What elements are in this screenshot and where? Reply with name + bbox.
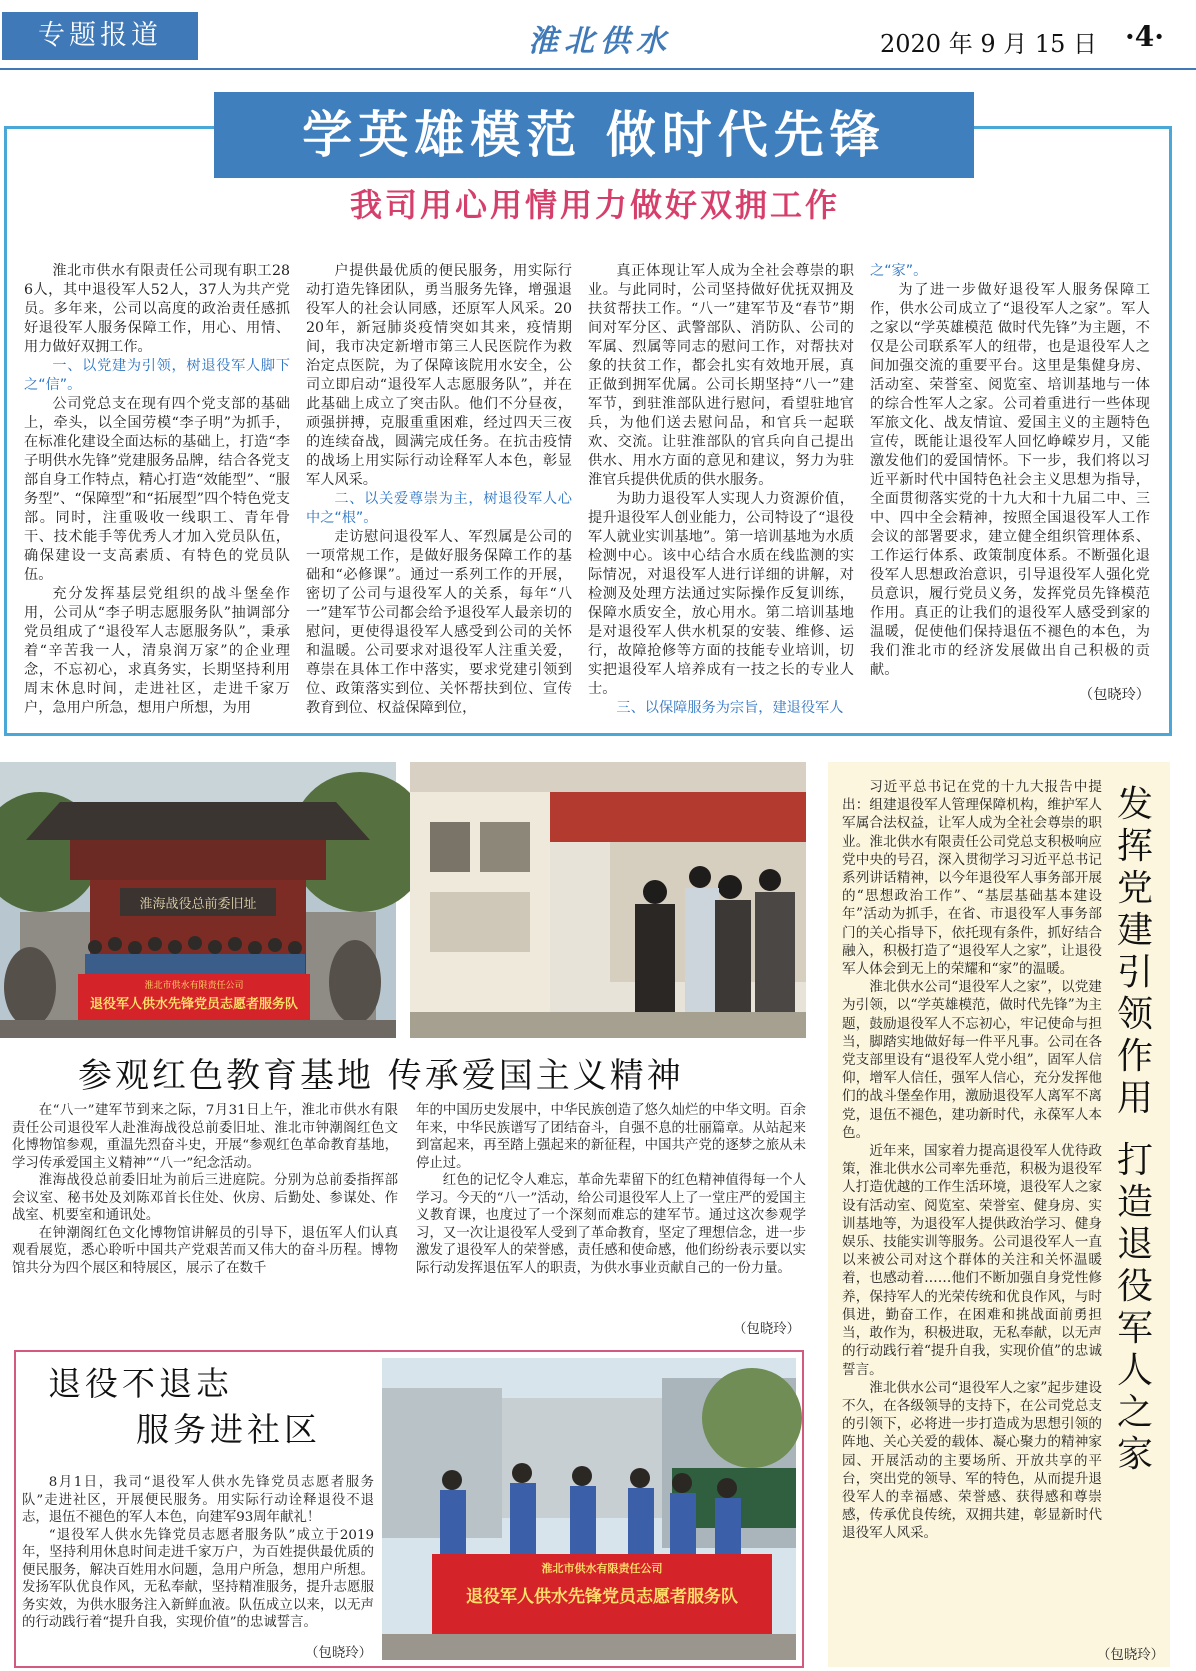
story-red-title: 参观红色教育基地 传承爱国主义精神 xyxy=(78,1056,684,1096)
paragraph: 淮北市供水有限责任公司现有职工286人，其中退役军人52人，37人为共产党员。多年来，公司以高度的政治责任感抓好退役军人服务保障工作，用心、用情、用力做好双拥工作。 xyxy=(24,263,290,355)
paragraph: 淮海战役总前委旧址为前后三进庭院。分别为总前委指挥部会议室、秘书处及刘陈邓首长住处、伙房、后勤处、参谋处、作战室、机要室和通讯处。 xyxy=(12,1173,398,1223)
title-char: 党 xyxy=(1116,868,1153,909)
banner-company: 淮北市供水有限责任公司 xyxy=(144,981,244,991)
title-char: 建 xyxy=(1116,910,1153,951)
section-heading: 之“家”。 xyxy=(870,263,928,279)
story-box-title-line1: 退役不退志 xyxy=(48,1364,233,1403)
story-red-byline: （包晓玲） xyxy=(733,1322,800,1337)
feature-column-2 xyxy=(306,262,572,716)
title-char: 造 xyxy=(1116,1182,1153,1223)
title-char: 引 xyxy=(1116,952,1153,993)
side-story-title xyxy=(1110,784,1160,1476)
paragraph: 8月1日，我司“退役军人供水先锋党员志愿者服务队”走进社区，开展便民服务。用实际行动诠释退役不退志，退伍不褪色的军人本色，向建军93周年献礼！ xyxy=(22,1475,374,1525)
story-red-right xyxy=(416,1102,806,1334)
masthead: 淮北供水 xyxy=(528,24,672,59)
paragraph: 淮北供水公司“退役军人之家”起步建设不久，在各级领导的支持下，在公司党总支的引领下，必将进一步打造成为思想引领的阵地、关心关爱的载体、凝心聚力的精神家园、开展活动的主要场所、开放共享的平台，突出党的领导、军的特色，从而提升退役军人的幸福感、荣誉感、获得感和尊崇感，传承优良传统，双拥共建，彰显新时代退役军人风采。 xyxy=(842,1379,1102,1542)
paragraph: 近年来，国家着力提高退役军人优待政策，淮北供水公司率先垂范，积极为退役军人打造优越的工作生活环境，退役军人之家设有活动室、阅览室、荣誉室、健身房、实训基地等，为退役军人提供政治学习、健身娱乐、技能实训等服务。公司退役军人一直以来被公司对这个群体的关注和关怀温暖着，也感动着……他们不断加强自身党性修养，保持军人的光荣传统和优良作风，与时俱进，勤奋工作，在困难和挑战面前勇担当，敢作为，积极进取，无私奉献，以无声的行动践行着“提升自我，实现价值”的忠诚誓言。 xyxy=(842,1143,1102,1378)
banner-main: 退役军人供水先锋党员志愿者服务队 xyxy=(89,997,299,1012)
title-char: 退 xyxy=(1116,1224,1153,1265)
feature-column-1 xyxy=(24,262,290,716)
title-char: 挥 xyxy=(1116,826,1153,867)
title-char: 之 xyxy=(1116,1392,1153,1433)
feature-column-4 xyxy=(870,262,1150,702)
section-heading: 二、以关爱尊崇为主，树退役军人心中之“根”。 xyxy=(306,491,572,526)
title-char: 军 xyxy=(1116,1308,1153,1349)
gate-plaque: 淮海战役总前委旧址 xyxy=(139,897,257,912)
title-char: 役 xyxy=(1116,1266,1153,1307)
paragraph: 红色的记忆令人难忘，革命先辈留下的红色精神值得每一个人学习。今天的“八一”活动，给公司退役军人上了一堂庄严的爱国主义教育课，也度过了一个深刻而难忘的建军节。通过这次参观学习，又一次让退役军人受到了革命教育，坚定了理想信念，进一步激发了退役军人的荣誉感，责任感和使命感，他们纷纷表示要以实际行动发挥退伍军人的职责，为供水事业贡献自己的一份力量。 xyxy=(416,1173,806,1276)
paragraph: 户提供最优质的便民服务，用实际行动打造先锋团队，勇当服务先锋，增强退役军人的社会认同感，还原军人风采。2020年，新冠肺炎疫情突如其来，疫情期间，我市决定新增市第三人民医院作为救治定点医院，为了保障该院用水安全，公司立即启动“退役军人志愿服务队”，并在此基础上成立了突击队。他们不分昼夜，顽强拼搏，克服重重困难，经过四天三夜的连续奋战，圆满完成任务。在抗击疫情的战场上用实际行动诠释军人本色，彰显军人风采。 xyxy=(306,263,572,488)
paragraph: “退役军人供水先锋党员志愿者服务队”成立于2019年，坚持利用休息时间走进千家万户，为百姓提供最优质的便民服务，解决百姓用水问题，急用户所急，想用户所想。发扬军队优良作风，无私奉献，坚持精准服务，提升志愿服务实效，为供水服务注入新鲜血液。队伍成立以来，以无声的行动践行着“提升自我，实现价值”的忠诚誓言。 xyxy=(22,1527,374,1630)
feature-subhead: 我司用心用情用力做好双拥工作 xyxy=(349,186,840,224)
story-box-text xyxy=(22,1474,374,1660)
story-box-title-line2: 服务进社区 xyxy=(136,1410,321,1449)
feature-column-3 xyxy=(588,262,854,716)
section-tag: 专题报道 xyxy=(2,12,198,60)
paragraph: 在钟潮阁红色文化博物馆讲解员的引导下，退伍军人们认真观看展览，悉心聆听中国共产党艰苦而又伟大的奋斗历程。博物馆共分为四个展区和特展区，展示了在数千 xyxy=(12,1225,398,1276)
paragraph: 习近平总书记在党的十九大报告中提出：组建退役军人管理保障机构，维护军人军属合法权益，让军人成为全社会尊崇的职业。淮北供水有限责任公司党总支积极响应党中央的号召，深入贯彻学习习近平总书记系列讲话精神，以今年退役军人事务部开展的“思想政治工作”、“基层基础基本建设年”活动为抓手，在省、市退役军人事务部门的关心指导下，依托现有条件，抓好结合融入，积极打造了“退役军人之家”，让退役军人体会到无上的荣耀和“家”的温暖。 xyxy=(842,779,1102,978)
photo-community-service xyxy=(382,1358,796,1660)
photo-group-at-gate xyxy=(0,762,396,1038)
paragraph: 走访慰问退役军人、军烈属是公司的一项常规工作，是做好服务保障工作的基础和“必修课”。通过一系列工作的开展，密切了公司与退役军人的关系，每年“八一”建军节公司都会给予退役军人最亲切的慰问，更使得退役军人感受到公司的关怀和温暖。公司要求对退役军人注重关爱，尊崇在具体工作中落实，要求党建引领到位、政策落实到位、关怀帮扶到位、宣传教育到位、权益保障到位， xyxy=(306,529,572,716)
title-char: 家 xyxy=(1116,1434,1153,1475)
paragraph: 为助力退役军人实现人力资源价值，提升退役军人创业能力，公司特设了“退役军人就业实训基地”。第一培训基地为水质检测中心。该中心结合水质在线监测的实际情况，对退役军人进行详细的讲解，对检测及处理方法通过实际操作反复训练，保障水质安全，放心用水。第二培训基地是对退役军人供水机泵的安装、维修、运行，故障抢修等方面的技能专业培训，切实把退役军人培养成有一技之长的专业人士。 xyxy=(588,491,854,697)
feature-headline: 学英雄模范 做时代先锋 xyxy=(214,92,974,178)
issue-date: 2020 年 9 月 15 日 xyxy=(880,30,1098,58)
header-rule xyxy=(0,68,1196,70)
title-char: 打 xyxy=(1116,1140,1153,1181)
paragraph: 为了进一步做好退役军人服务保障工作，供水公司成立了“退役军人之家”。军人之家以“学英雄模范 做时代先锋”为主题，不仅是公司联系军人的纽带，也是退役军人之间加强交流的重要平台。这里是集健身房、活动室、荣誉室、阅览室、培训基地与一体的综合性军人之家。公司着重进行一些体现军旅文化、战友情谊、爱国主义的主题特色宣传，既能让退役军人回忆峥嵘岁月，又能激发他们的爱国情怀。下一步，我们将以习近平新时代中国特色社会主义思想为指导，全面贯彻落实党的十九大和十九届二中、三中、四中全会精神，按照全国退役军人工作会议的部署要求，建立健全组织管理体系、工作运行体系、政策制度体系。不断强化退役军人思想政治意识，引导退役军人强化党员意识，履行党员义务，发挥党员先锋模范作用。真正的让我们的退役军人感受到家的温暖，促使他们保持退伍不褪色的本色，为我们淮北市的经济发展做出自己积极的贡献。 xyxy=(870,282,1150,678)
paragraph: 公司党总支在现有四个党支部的基础上，牵头，以全国劳模“李子明”为抓手，在标准化建设全面达标的基础上，打造“李子明供水先锋”党建服务品牌，结合各党支部自身工作特点，精心打造“效能型”、“服务型”、“保障型”和“拓展型”四个特色党支部。同时，注重吸收一线职工、青年骨干、技术能手等优秀人才加入党员队伍，确保建设一支高素质、有特色的党员队伍。 xyxy=(24,396,290,583)
paragraph: 年的中国历史发展中，中华民族创造了悠久灿烂的中华文明。百余年来，中华民族谱写了团结奋斗，自强不息的壮丽篇章。从站起来到富起来，再至踏上强起来的新征程，中国共产党的逐梦之旅从未停止过。 xyxy=(416,1103,806,1171)
story-red-left xyxy=(12,1102,398,1344)
photo-museum-visit xyxy=(410,762,806,1038)
page-number: ·4· xyxy=(1125,20,1164,53)
paragraph: 充分发挥基层党组织的战斗堡垒作用，公司从“李子明志愿服务队”抽调部分党员组成了“退役军人志愿服务队”，秉承着“辛苦我一人，清泉润万家”的企业理念，不忘初心，求真务实，长期坚持利用周末休息时间，走进社区，走进千家万户，急用户所急，想用户所想，为用 xyxy=(24,586,290,716)
banner-company-2: 淮北市供水有限责任公司 xyxy=(541,1562,663,1575)
paragraph: 淮北供水公司“退役军人之家”，以党建为引领，以“学英雄模范，做时代先锋”为主题，鼓励退役军人不忘初心，牢记使命与担当，脚踏实地做好每一件平凡事。公司在各党支部里设有“退役军人党小组”，固军人信仰，增军人信任，强军人信心，充分发挥他们的战斗堡垒作用，激励退役军人离军不离党，退伍不褪色，建功新时代，永葆军人本色。 xyxy=(842,979,1102,1141)
title-char: 用 xyxy=(1116,1078,1153,1119)
side-story-byline: （包晓玲） xyxy=(1097,1648,1164,1663)
section-heading: 一、以党建为引领，树退役军人脚下之“信”。 xyxy=(24,358,290,393)
story-box-byline: （包晓玲） xyxy=(305,1646,372,1661)
title-char: 作 xyxy=(1116,1036,1153,1077)
title-char: 发 xyxy=(1116,784,1153,825)
paragraph: 真正体现让军人成为全社会尊崇的职业。与此同时，公司坚持做好优抚双拥及扶贫帮扶工作。“八一”建军节及“春节”期间对军分区、武警部队、消防队、公司的军属、烈属等同志的慰问工作，对帮扶对象的扶贫工作，都会扎实有效地开展，真正做到拥军优属。公司长期坚持“八一”建军节，到驻淮部队进行慰问，看望驻地官兵，为他们送去慰问品，和官兵一起联欢、交流。让驻淮部队的官兵向自己提出供水、用水方面的意见和建议，努力为驻淮官兵提供优质的供水服务。 xyxy=(588,263,854,488)
paragraph: 在“八一”建军节到来之际，7月31日上午，淮北市供水有限责任公司退役军人赴淮海战役总前委旧址、淮北市钟潮阁红色文化博物馆参观，重温先烈奋斗史，开展“参观红色革命教育基地，学习传承爱国主义精神”“八一”纪念活动。 xyxy=(12,1103,398,1171)
title-char xyxy=(1110,1120,1160,1140)
banner-main-2: 退役军人供水先锋党员志愿者服务队 xyxy=(466,1587,738,1607)
title-char: 人 xyxy=(1116,1350,1153,1391)
title-char: 领 xyxy=(1116,994,1153,1035)
section-heading: 三、以保障服务为宗旨，建退役军人 xyxy=(616,700,844,716)
feature-byline: （包晓玲） xyxy=(1079,687,1150,703)
side-story-text xyxy=(842,778,1102,1648)
